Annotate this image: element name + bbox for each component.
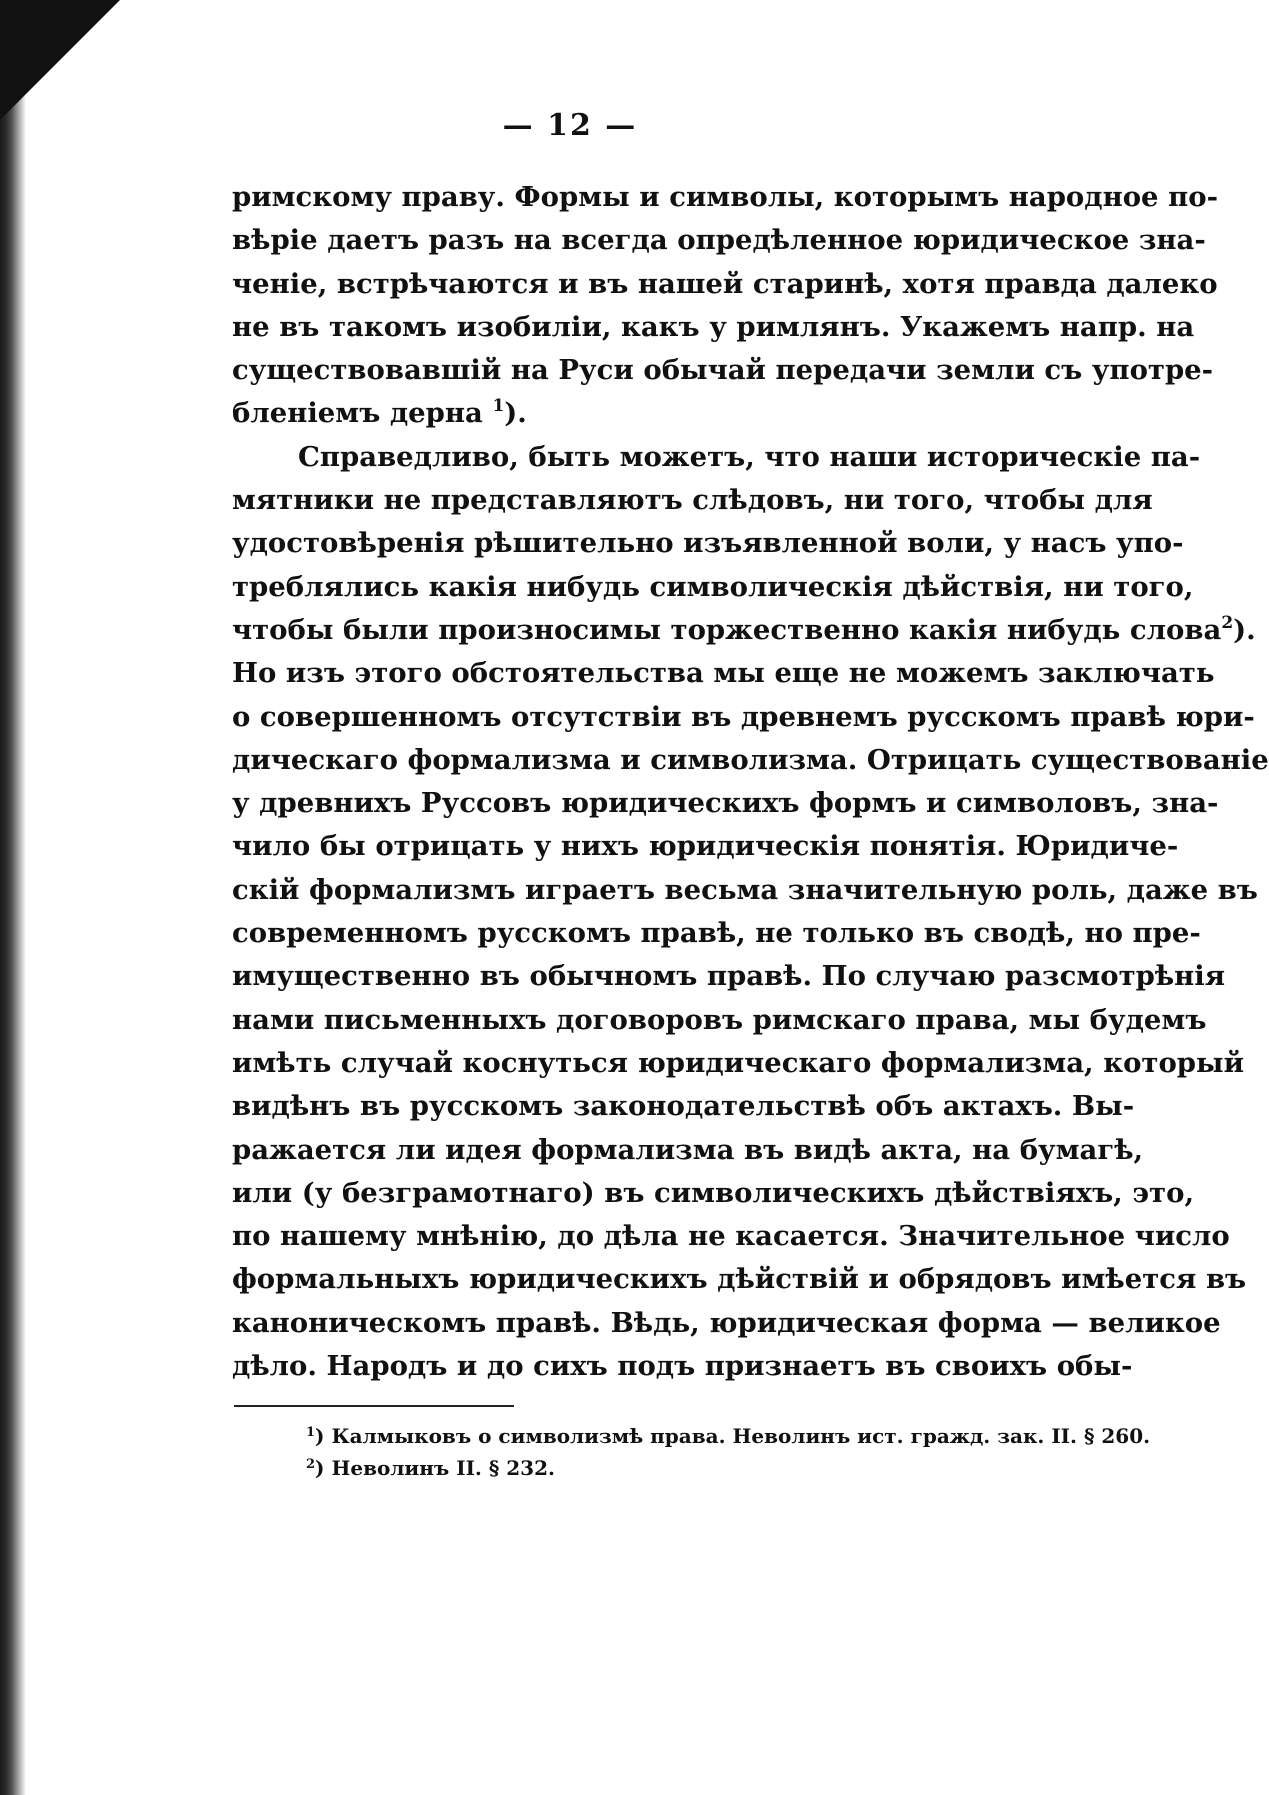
text-line: дѣло. Народъ и до сихъ подъ признаетъ въ своихъ обы- [232, 1350, 1133, 1383]
text-line: Но изъ этого обстоятельства мы еще не можемъ заключать [232, 657, 1215, 690]
text-line: удостовѣренія рѣшительно изъявленной воли, у насъ упо- [232, 527, 1184, 560]
text-line: римскому праву. Формы и символы, которымъ народное по- [232, 181, 1219, 213]
footnote-mark: 2 [306, 1457, 316, 1472]
text-fragment: бленіемъ дерна [232, 397, 493, 430]
footnote-ref-2: 2 [1221, 612, 1234, 633]
footnote-1 [306, 1420, 1151, 1452]
text-line-with-footnote-ref [232, 609, 1256, 652]
text-line: о совершенномъ отсутствіи въ древнемъ русскомъ правѣ юри- [232, 700, 1255, 733]
scan-page-edge [0, 0, 26, 1795]
text-line: треблялись какія нибудь символическія дѣйствія, ни того, [232, 570, 1194, 603]
text-line: ченіе, встрѣчаются и въ нашей старинѣ, хотя правда далеко [232, 267, 1218, 300]
page-number: — 12 — [502, 108, 638, 143]
text-line: по нашему мнѣнію, до дѣла не касается. Значительное число [232, 1220, 1230, 1253]
text-fragment: ). [1233, 613, 1256, 646]
text-line: мятники не представляютъ слѣдовъ, ни того, чтобы для [232, 484, 1153, 517]
text-line: ражается ли идея формализма въ видѣ акта, на бумагѣ, [232, 1133, 1144, 1166]
text-line: современномъ русскомъ правѣ, не только въ сводѣ, но пре- [232, 917, 1201, 950]
footnote-mark: 1 [306, 1425, 316, 1440]
text-fragment: чтобы были произносимы торжественно какія нибудь слова [232, 613, 1222, 646]
footnotes [306, 1420, 1151, 1484]
text-fragment: ). [504, 397, 527, 430]
text-line: нами письменныхъ договоровъ римскаго права, мы будемъ [232, 1003, 1207, 1036]
text-line: каноническомъ правѣ. Вѣдь, юридическая форма — великое [232, 1306, 1221, 1339]
text-line: скій формализмъ играетъ весьма значительную роль, даже въ [232, 873, 1258, 906]
scan-corner-shadow [0, 0, 120, 120]
text-line: вѣріе даетъ разъ на всегда опредѣленное юридическое зна- [232, 224, 1206, 257]
footnote-divider [234, 1405, 514, 1407]
text-line: чило бы отрицать у нихъ юридическія понятія. Юридиче- [232, 830, 1179, 863]
text-line: у древнихъ Руссовъ юридическихъ формъ и символовъ, зна- [232, 787, 1219, 820]
text-line: формальныхъ юридическихъ дѣйствій и обрядовъ имѣется въ [232, 1263, 1247, 1296]
footnote-2 [306, 1452, 1066, 1484]
text-line-with-footnote-ref [232, 392, 1072, 435]
text-line: или (у безграмотнаго) въ символическихъ дѣйствіяхъ, это, [232, 1176, 1195, 1209]
body-text [232, 176, 1269, 1388]
text-line: не въ такомъ изобиліи, какъ у римлянъ. Укажемъ напр. на [232, 310, 1195, 343]
text-line: существовавшій на Руси обычай передачи земли съ употре- [232, 354, 1214, 387]
text-line: дическаго формализма и символизма. Отрицать существованіе [232, 743, 1269, 776]
footnote-text: ) Неволинъ II. § 232. [315, 1456, 555, 1480]
footnote-text: ) Калмыковъ о символизмѣ права. Неволинъ ист. гражд. зак. II. § 260. [315, 1424, 1151, 1448]
text-line: имѣть случай коснуться юридическаго формализма, который [232, 1046, 1244, 1079]
text-line-indented: Справедливо, быть можетъ, что наши историческіе па- [298, 440, 1201, 473]
text-line: видѣнъ въ русскомъ законодательствѣ объ актахъ. Вы- [232, 1090, 1135, 1123]
footnote-ref-1: 1 [492, 396, 505, 417]
text-line: имущественно въ обычномъ правѣ. По случаю разсмотрѣнія [232, 960, 1226, 993]
